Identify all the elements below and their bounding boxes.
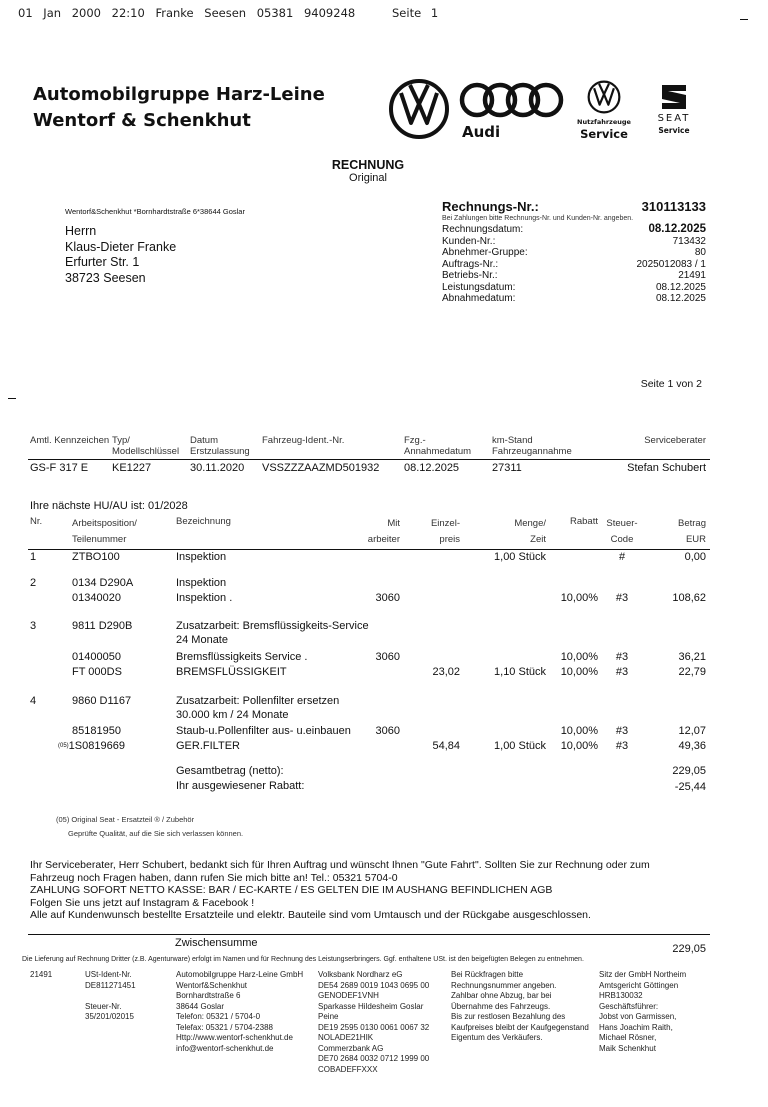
subtotal-label: Zwischensumme bbox=[175, 937, 258, 949]
col-quantity-2: Zeit bbox=[530, 534, 546, 545]
footer-terms bbox=[451, 970, 589, 1044]
item-discount: 10,00% bbox=[560, 740, 598, 752]
item-staff: 3060 bbox=[375, 592, 400, 604]
footer-bank-line: GENODEF1VNH bbox=[318, 991, 379, 1000]
vehicle-km: 27311 bbox=[492, 462, 522, 474]
item-position: 01400050 bbox=[72, 651, 121, 663]
footer-legal-line: Hans Joachim Raith, bbox=[599, 1022, 673, 1032]
vehicle-header-date-1: Datum bbox=[190, 435, 218, 446]
footnote-line-2: Geprüfte Qualität, auf die Sie sich verlassen können. bbox=[68, 829, 244, 838]
meta-value: 08.12.2025 bbox=[655, 281, 706, 293]
item-tax-code: #3 bbox=[615, 740, 629, 752]
company-name bbox=[33, 82, 325, 134]
item-discount: 10,00% bbox=[560, 666, 598, 678]
fax-year: 2000 bbox=[71, 6, 101, 20]
item-description: Bremsflüssigkeits Service . bbox=[176, 651, 308, 663]
col-quantity bbox=[480, 516, 546, 548]
closing-message bbox=[30, 859, 750, 922]
item-description: Zusatzarbeit: Pollenfilter ersetzen bbox=[176, 695, 340, 707]
item-tax-code: #3 bbox=[615, 725, 629, 737]
footer-legal-line: Geschäftsführer: bbox=[599, 1001, 659, 1011]
footer-bank-line: COBADEFFXXX bbox=[318, 1064, 378, 1074]
invoice-number-label: Rechnungs-Nr.: bbox=[442, 199, 539, 214]
footer-address-line: Http://www.wentorf-schenkhut.de bbox=[176, 1033, 293, 1042]
footer-address-line: Bornhardtstraße 6 bbox=[176, 991, 241, 1000]
item-nr: 3 bbox=[30, 620, 37, 632]
footer-address-line: info@wentorf-schenkhut.de bbox=[176, 1043, 274, 1053]
col-tax-code-2: Code bbox=[610, 534, 634, 545]
meta-value: 713432 bbox=[672, 235, 706, 247]
item-quantity: 1,10 Stück bbox=[494, 666, 546, 678]
item-description: Inspektion bbox=[176, 577, 227, 589]
item-description: Zusatzarbeit: Bremsflüssigkeits-Service bbox=[176, 620, 369, 632]
item-nr: 4 bbox=[30, 695, 37, 707]
vehicle-header-km bbox=[492, 435, 572, 457]
col-amount-2: EUR bbox=[685, 534, 706, 545]
third-party-note: Die Lieferung auf Rechnung Dritter (z.B. Agenturware) erfolgt im Namen und für Rechnung des Leistungserbringers. Ggf. enthaltene USt. ist den beigefügten Belegen zu entnehmen. bbox=[22, 956, 584, 963]
footer-legal-line: Sitz der GmbH Northeim bbox=[599, 970, 687, 979]
subtotal-value: 229,05 bbox=[672, 943, 706, 955]
vehicle-vin: VSSZZZAAZMD501932 bbox=[262, 462, 380, 474]
subtotal-divider bbox=[28, 934, 710, 935]
item-discount: 10,00% bbox=[560, 725, 598, 737]
vehicle-header-vin: Fahrzeug-Ident.-Nr. bbox=[262, 435, 345, 446]
footer-legal-line: HRB130032 bbox=[599, 991, 643, 1000]
vehicle-type: KE1227 bbox=[112, 462, 152, 474]
fax-page-number: 1 bbox=[430, 6, 439, 20]
seat-logo-icon bbox=[660, 84, 688, 110]
col-staff-2: arbeiter bbox=[367, 534, 400, 545]
footer-address-line: 38644 Goslar bbox=[176, 1001, 225, 1011]
vehicle-header-received-2: Annahmedatum bbox=[404, 446, 472, 457]
col-staff-1: Mit bbox=[387, 518, 400, 529]
item-origin-code: (05) bbox=[58, 743, 69, 749]
fax-number: 9409248 bbox=[303, 6, 356, 20]
footnote-line-1: (05) Original Seat - Ersatzteil ® / Zubehör bbox=[56, 815, 195, 824]
vwn-label-bottom: Service bbox=[580, 127, 628, 141]
item-amount: 49,36 bbox=[678, 740, 706, 752]
footer-tax-info bbox=[85, 970, 136, 1023]
col-unit-price bbox=[410, 516, 460, 548]
meta-value: 21491 bbox=[678, 270, 706, 281]
item-position: 85181950 bbox=[72, 725, 121, 737]
vehicle-header-type-2: Modellschlüssel bbox=[112, 446, 180, 457]
footer-legal bbox=[599, 970, 686, 1054]
fax-page bbox=[392, 6, 438, 20]
vw-logo-icon bbox=[388, 78, 450, 140]
footer-address-line: Telefax: 05321 / 5704-2388 bbox=[176, 1022, 273, 1032]
meta-label: Abnahmedatum: bbox=[442, 293, 516, 304]
footer-branch: 21491 bbox=[30, 970, 53, 979]
meta-value: 08.12.2025 bbox=[648, 223, 706, 235]
item-description: 30.000 km / 24 Monate bbox=[176, 709, 289, 721]
footer-terms-line: Bei Rückfragen bitte bbox=[451, 970, 524, 979]
col-quantity-1: Menge/ bbox=[514, 518, 546, 529]
footer-bank-line: DE54 2689 0019 1043 0695 00 bbox=[318, 980, 430, 990]
vehicle-received-date: 08.12.2025 bbox=[404, 462, 460, 474]
vehicle-header-date bbox=[190, 435, 250, 457]
item-discount: 10,00% bbox=[560, 651, 598, 663]
footer-terms-line: Kaufpreises bleibt der Kaufgegenstand bbox=[451, 1022, 589, 1032]
item-position: 0134 D290A bbox=[72, 577, 134, 589]
item-tax-code: #3 bbox=[615, 592, 629, 604]
item-amount: 12,07 bbox=[678, 725, 706, 737]
item-position: 9811 D290B bbox=[72, 620, 133, 632]
item-amount: 108,62 bbox=[672, 592, 706, 604]
footer-bank-line: NOLADE21HIK bbox=[318, 1033, 374, 1042]
meta-value: 2025012083 / 1 bbox=[636, 258, 706, 270]
vehicle-advisor: Stefan Schubert bbox=[627, 462, 706, 474]
items-divider bbox=[28, 549, 710, 550]
item-quantity: 1,00 Stück bbox=[494, 740, 546, 752]
footer-address-line: Wentorf&Schenkhut bbox=[176, 980, 248, 990]
invoice-meta bbox=[442, 199, 706, 305]
vehicle-header-km-1: km-Stand bbox=[492, 435, 533, 446]
col-staff bbox=[330, 516, 400, 548]
invoice-payment-note: Bei Zahlungen bitte Rechnungs-Nr. und Kunden-Nr. angeben. bbox=[442, 215, 634, 222]
item-tax-code: #3 bbox=[615, 666, 629, 678]
company-line-1: Automobilgruppe Harz-Leine bbox=[33, 84, 325, 105]
fax-page-label: Seite bbox=[392, 6, 422, 20]
footer-tax-line: Steuer-Nr. bbox=[85, 1001, 122, 1011]
seat-label-bottom: Service bbox=[658, 126, 690, 135]
item-staff: 3060 bbox=[375, 725, 400, 737]
footer-legal-line: Michael Rösner, bbox=[599, 1033, 657, 1042]
meta-label: Rechnungsdatum: bbox=[442, 224, 524, 235]
item-quantity: 1,00 Stück bbox=[494, 551, 546, 563]
recipient-street: Erfurter Str. 1 bbox=[65, 255, 140, 269]
document-title: RECHNUNG bbox=[331, 158, 405, 172]
vehicle-divider bbox=[28, 459, 710, 460]
fax-header bbox=[18, 6, 355, 20]
audi-label: Audi bbox=[462, 123, 501, 141]
item-tax-code: #3 bbox=[615, 651, 629, 663]
item-amount: 22,79 bbox=[678, 666, 706, 678]
vehicle-header-km-2: Fahrzeugannahme bbox=[492, 446, 572, 457]
message-line-1: Ihr Serviceberater, Herr Schubert, bedankt sich für Ihren Auftrag und wünscht Ihnen "Gute Fahrt". Sollten Sie zur Rechnung oder zum bbox=[30, 859, 650, 871]
fold-mark bbox=[8, 398, 16, 399]
message-line-5: Alle auf Kundenwunsch bestellte Ersatzteile und elektr. Bauteile sind vom Umtausch und der Rückgabe ausgeschlossen. bbox=[30, 909, 591, 921]
recipient-salutation: Herrn bbox=[65, 224, 97, 238]
fax-month: Jan bbox=[43, 6, 62, 20]
item-amount: 36,21 bbox=[678, 651, 706, 663]
footer-legal-line: Jobst von Garmissen, bbox=[599, 1012, 677, 1021]
col-unit-price-2: preis bbox=[439, 534, 460, 545]
footer-address bbox=[176, 970, 303, 1054]
item-staff: 3060 bbox=[375, 651, 400, 663]
vehicle-plate: GS-F 317 E bbox=[30, 462, 89, 474]
vehicle-header-received bbox=[404, 435, 471, 457]
meta-value: 08.12.2025 bbox=[655, 293, 706, 304]
footer-tax-line: 35/201/02015 bbox=[85, 1012, 134, 1021]
vehicle-header-type bbox=[112, 435, 179, 457]
message-line-2: Fahrzeug noch Fragen haben, dann rufen Sie mich bitte an! Tel.: 05321 5704-0 bbox=[30, 871, 398, 884]
page-info: Seite 1 von 2 bbox=[640, 378, 702, 390]
vehicle-header-type-1: Typ/ bbox=[112, 435, 130, 446]
col-nr: Nr. bbox=[30, 516, 43, 527]
recipient-name: Klaus-Dieter Franke bbox=[65, 239, 177, 254]
item-position: FT 000DS bbox=[72, 666, 122, 678]
footer-terms-line: Bis zur restlosen Bezahlung des bbox=[451, 1012, 566, 1021]
footer-bank-line: Volksbank Nordharz eG bbox=[318, 970, 403, 979]
company-line-2: Wentorf & Schenkhut bbox=[33, 110, 251, 131]
vehicle-header-date-2: Erstzulassung bbox=[190, 446, 250, 457]
fax-date: 01 bbox=[18, 6, 33, 20]
item-description: GER.FILTER bbox=[176, 740, 240, 752]
footer-terms-line: Übernahme des Fahrzeugs. bbox=[451, 1001, 551, 1011]
recipient-address bbox=[65, 224, 176, 286]
col-amount-1: Betrag bbox=[678, 518, 706, 529]
total-net-label: Gesamtbetrag (netto): bbox=[176, 765, 284, 777]
message-line-3: ZAHLUNG SOFORT NETTO KASSE: BAR / EC-KARTE / ES GELTEN DIE IM AUSHANG BEFINDLICHEN AGB bbox=[30, 884, 553, 896]
footer-bank-line: Sparkasse Hildesheim Goslar bbox=[318, 1001, 424, 1011]
total-net-value: 229,05 bbox=[672, 765, 706, 777]
col-description: Bezeichnung bbox=[176, 516, 231, 527]
footer-terms-line: Zahlbar ohne Abzug, bar bei bbox=[451, 991, 552, 1000]
footer-address-line: Telefon: 05321 / 5704-0 bbox=[176, 1012, 261, 1021]
col-tax-code-1: Steuer- bbox=[606, 518, 638, 529]
footer-banks bbox=[318, 970, 429, 1075]
meta-label: Leistungsdatum: bbox=[442, 281, 516, 293]
meta-label: Betriebs-Nr.: bbox=[442, 270, 498, 281]
fax-name: Franke bbox=[155, 6, 194, 20]
item-amount: 0,00 bbox=[684, 551, 706, 563]
document-subtitle: Original bbox=[349, 172, 387, 184]
footer-terms-line: Rechnungsnummer angeben. bbox=[451, 980, 557, 990]
fax-time: 22:10 bbox=[111, 6, 145, 20]
col-discount: Rabatt bbox=[570, 516, 598, 527]
meta-label: Kunden-Nr.: bbox=[442, 235, 496, 247]
col-tax-code bbox=[604, 516, 640, 548]
fax-city: Seesen bbox=[204, 6, 247, 20]
footer-bank-line: Commerzbank AG bbox=[318, 1043, 384, 1053]
sender-line: Wentorf&Schenkhut *Bornhardtstraße 6*38644 Goslar bbox=[65, 207, 245, 216]
col-position-2: Teilenummer bbox=[72, 534, 127, 545]
footer-bank-line: Peine bbox=[318, 1012, 339, 1021]
footer-bank-line: DE70 2684 0032 0712 1999 00 bbox=[318, 1054, 430, 1063]
meta-label: Auftrags-Nr.: bbox=[442, 258, 499, 270]
item-description: Staub-u.Pollenfilter aus- u.einbauen bbox=[176, 725, 351, 737]
item-position bbox=[58, 740, 172, 753]
footer-tax-line bbox=[85, 991, 136, 1002]
col-amount bbox=[660, 516, 706, 548]
item-unit-price: 23,02 bbox=[432, 666, 460, 678]
vehicle-first-registration: 30.11.2020 bbox=[190, 462, 245, 474]
vehicle-header-advisor: Serviceberater bbox=[644, 435, 706, 446]
footer-legal-line: Amtsgericht Göttingen bbox=[599, 980, 679, 990]
item-position-number: 1S0819669 bbox=[68, 740, 125, 752]
invoice-number-value: 310113133 bbox=[641, 199, 706, 214]
item-position: 01340020 bbox=[72, 592, 121, 604]
footer-legal-line: Maik Schenkhut bbox=[599, 1043, 656, 1053]
recipient-city: 38723 Seesen bbox=[65, 270, 146, 285]
item-description: Inspektion . bbox=[176, 592, 233, 604]
vw-commercial-logo-icon bbox=[587, 80, 621, 114]
item-unit-price: 54,84 bbox=[432, 740, 460, 752]
item-nr: 2 bbox=[30, 577, 37, 589]
message-line-4: Folgen Sie uns jetzt auf Instagram & Facebook ! bbox=[30, 896, 255, 909]
vehicle-header-received-1: Fzg.- bbox=[404, 435, 426, 446]
fax-area-code: 05381 bbox=[256, 6, 294, 20]
footer-terms-line: Eigentum des Verkäufers. bbox=[451, 1033, 543, 1042]
vwn-label-top: Nutzfahrzeuge bbox=[577, 118, 631, 126]
seat-label-top: SEAT bbox=[657, 113, 691, 124]
item-description: BREMSFLÜSSIGKEIT bbox=[176, 666, 287, 678]
footer-tax-line: USt-Ident-Nr. bbox=[85, 970, 132, 979]
discount-total-value: -25,44 bbox=[674, 781, 706, 793]
margin-mark bbox=[740, 19, 748, 20]
item-tax-code: # bbox=[618, 551, 626, 563]
footer-tax-line: DE811271451 bbox=[85, 980, 136, 990]
audi-rings-icon bbox=[458, 80, 568, 120]
footer-bank-line: DE19 2595 0130 0061 0067 32 bbox=[318, 1022, 430, 1032]
item-nr: 1 bbox=[30, 551, 37, 563]
footer-address-line: Automobilgruppe Harz-Leine GmbH bbox=[176, 970, 304, 979]
hu-au-notice: Ihre nächste HU/AU ist: 01/2028 bbox=[30, 500, 188, 512]
meta-value: 80 bbox=[694, 247, 706, 258]
item-description: Inspektion bbox=[176, 551, 227, 563]
meta-label: Abnehmer-Gruppe: bbox=[442, 247, 528, 258]
col-unit-price-1: Einzel- bbox=[430, 518, 460, 529]
col-position-1: Arbeitsposition/ bbox=[72, 518, 137, 529]
item-position: 9860 D1167 bbox=[72, 695, 132, 707]
item-position: ZTBO100 bbox=[72, 551, 120, 563]
vehicle-header-plate: Amtl. Kennzeichen bbox=[30, 435, 110, 446]
item-discount: 10,00% bbox=[560, 592, 598, 604]
discount-total-label: Ihr ausgewiesener Rabatt: bbox=[176, 780, 305, 792]
item-description: 24 Monate bbox=[176, 634, 228, 646]
col-position bbox=[72, 516, 137, 548]
